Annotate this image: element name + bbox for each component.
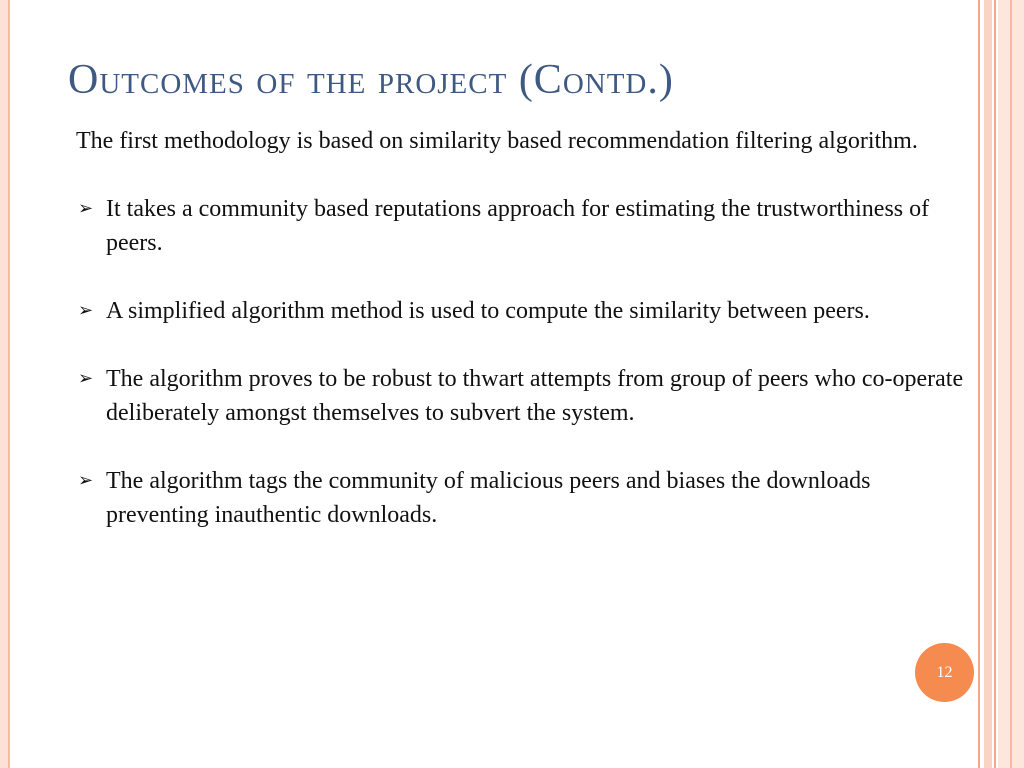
slide-body [76,124,970,566]
bullet-text: The algorithm proves to be robust to thwart attempts from group of peers who co-operate deliberately amongst themselves to subvert the system. [106,366,964,426]
bullet-item [76,362,970,430]
bullet-item [76,294,970,328]
bullet-list [76,192,970,532]
bullet-item [76,192,970,260]
slide-title: Outcomes of the project (Contd.) [68,57,674,103]
bullet-text: The algorithm tags the community of malicious peers and biases the downloads preventing inauthentic downloads. [106,468,871,528]
right-border-line [1010,0,1012,768]
arrow-bullet-icon: ➢ [78,470,94,491]
arrow-bullet-icon: ➢ [78,368,94,389]
arrow-bullet-icon: ➢ [78,300,94,321]
left-border-line [8,0,10,768]
bullet-item [76,464,970,532]
left-border-band [0,0,8,768]
bullet-text: It takes a community based reputations approach for estimating the trustworthiness of peers. [106,196,930,256]
arrow-bullet-icon: ➢ [78,198,94,219]
intro-paragraph: The first methodology is based on similarity based recommendation filtering algorithm. [76,128,918,154]
right-border-line [994,0,996,768]
page-number-badge [915,643,974,702]
page-number: 12 [936,663,953,681]
bullet-text: A simplified algorithm method is used to compute the similarity between peers. [106,298,870,324]
right-border-band [984,0,992,768]
right-border-line [978,0,980,768]
